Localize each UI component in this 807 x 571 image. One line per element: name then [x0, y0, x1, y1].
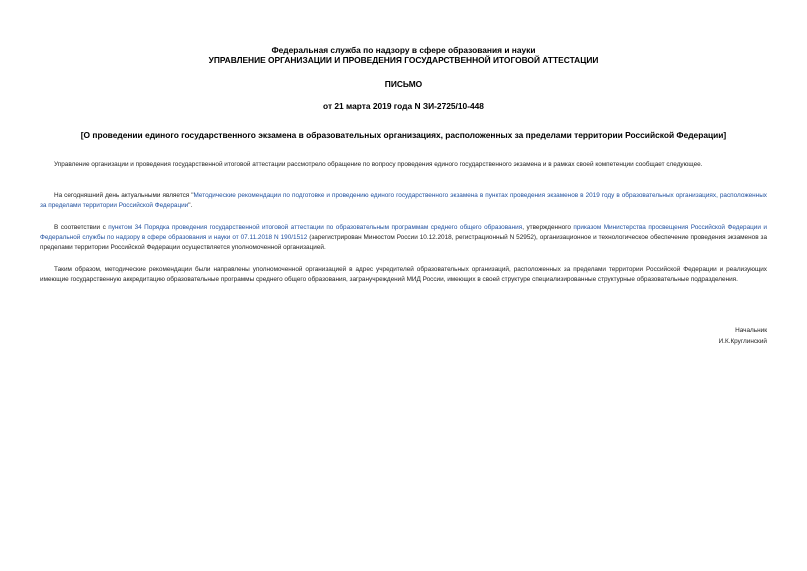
procedure-clause-34-link[interactable]: пунктом 34 Порядка проведения государственной итоговой аттестации по образовательным программам среднего общего образования — [108, 224, 523, 231]
department-name: УПРАВЛЕНИЕ ОРГАНИЗАЦИИ И ПРОВЕДЕНИЯ ГОСУДАРСТВЕННОЙ ИТОГОВОЙ АТТЕСТАЦИИ — [208, 55, 599, 65]
paragraph-2-after: ". — [188, 202, 193, 209]
ministry-order-link[interactable]: приказом Министерства просвещения Российской Федерации и Федеральной службы по надзору в сфере образования и науки от 07.11.2018 N 190/1512 — [40, 224, 768, 241]
paragraph-2 — [40, 191, 767, 211]
methodical-recommendations-link[interactable]: Методические рекомендации по подготовке и проведению единого государственного экзамена в пунктах проведения экзаменов в 2019 году в образовательных организациях, расположенных за пределами территории Российской Федерации — [40, 192, 767, 209]
paragraph-3-before: В соответствии с — [54, 224, 109, 231]
paragraph-3-middle: , утвержденного — [522, 224, 574, 231]
paragraph-1-text: Управление организации и проведения государственной итоговой аттестации рассмотрело обращение по вопросу проведения единого государственного экзамена и в рамках своей компетенции сообщает следующее. — [54, 161, 703, 168]
agency-name: Федеральная служба по надзору в сфере образования и науки — [271, 45, 536, 55]
signature-name: И.К.Круглинский — [718, 338, 767, 345]
document-date-number: от 21 марта 2019 года N ЗИ-2725/10-448 — [323, 101, 484, 111]
paragraph-4 — [40, 265, 767, 285]
document-type: ПИСЬМО — [384, 79, 423, 89]
paragraph-1 — [40, 160, 767, 170]
paragraph-2-before: На сегодняшний день актуальными является " — [54, 192, 194, 199]
paragraph-3-after: (зарегистрирован Минюстом России 10.12.2018, регистрационный N 52952), организационное и технологическое обеспечение проведения экзаменов за пределами территории Российской Федерации осуществляется уполномоченной организацией. — [40, 234, 768, 251]
paragraph-3 — [40, 223, 767, 253]
paragraph-4-text: Таким образом, методические рекомендации были направлены уполномоченной организацией в адрес учредителей образовательных организаций, расположенных за пределами территории Российской Федерации и реализующих имеющие государственную аккредитацию образовательные программы среднего общего образования, загранучреждений МИД России, имеющих в своей структуре специализированные структурные образовательные подразделения. — [40, 266, 767, 283]
signature-title: Начальник — [735, 327, 767, 334]
document-subject: [О проведении единого государственного экзамена в образовательных организациях, расположенных за пределами территории Российской Федерации] — [80, 130, 727, 140]
